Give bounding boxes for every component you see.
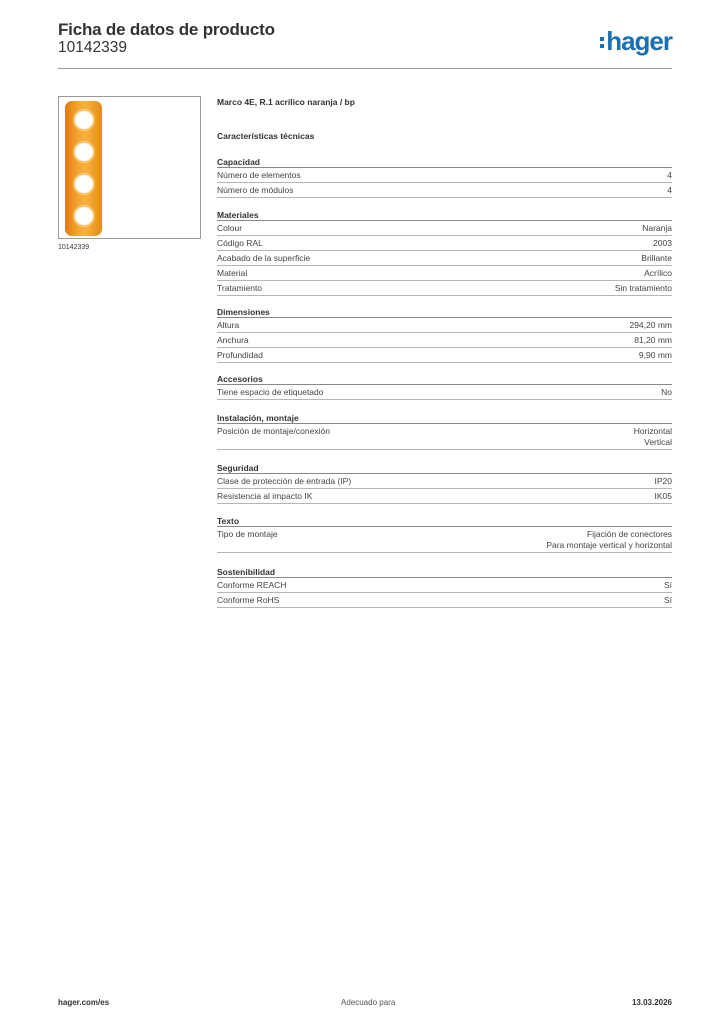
- table-row: [217, 527, 672, 553]
- table-row: [217, 183, 672, 198]
- section-title: Instalación, montaje: [217, 412, 672, 424]
- page-title: Ficha de datos de producto: [58, 20, 275, 39]
- table-row: [217, 578, 672, 593]
- product-name: Marco 4E, R.1 acrílico naranja / bp: [217, 97, 355, 107]
- table-row: [217, 251, 672, 266]
- table-row: [217, 168, 672, 183]
- row-value: Horizontal Vertical: [633, 426, 672, 447]
- row-value: Sin tratamiento: [614, 283, 672, 293]
- row-label: Número de elementos: [217, 170, 301, 180]
- section-title: Accesorios: [217, 373, 672, 385]
- product-code: 10142339: [58, 39, 127, 56]
- table-row: [217, 266, 672, 281]
- row-value: Brillante: [641, 253, 672, 263]
- row-value: 4: [667, 170, 672, 180]
- section-capacidad: [217, 156, 672, 198]
- frame-opening: [73, 173, 95, 195]
- row-value: Sí: [663, 580, 672, 590]
- frame-opening: [73, 109, 95, 131]
- footer-note: Adecuado para: [341, 998, 396, 1007]
- section-title: Materiales: [217, 209, 672, 221]
- section-title: Capacidad: [217, 156, 672, 168]
- section-title: Seguridad: [217, 462, 672, 474]
- table-row: [217, 593, 672, 608]
- orange-frame-icon: [65, 101, 102, 236]
- table-row: [217, 385, 672, 400]
- row-value: 9,90 mm: [638, 350, 672, 360]
- row-label: Anchura: [217, 335, 249, 345]
- row-label: Acabado de la superficie: [217, 253, 311, 263]
- row-label: Código RAL: [217, 238, 263, 248]
- section-seguridad: [217, 462, 672, 504]
- row-value: No: [661, 387, 672, 397]
- row-label: Tratamiento: [217, 283, 263, 293]
- row-label: Número de módulos: [217, 185, 294, 195]
- table-row: [217, 318, 672, 333]
- row-label: Conforme RoHS: [217, 595, 280, 605]
- section-instalacion: [217, 412, 672, 450]
- hager-logo[interactable]: [600, 26, 672, 56]
- frame-opening: [73, 141, 95, 163]
- section-materiales: [217, 209, 672, 296]
- row-value: Fijación de conectores Para montaje vertical y horizontal: [546, 529, 672, 550]
- section-accesorios: [217, 373, 672, 400]
- row-label: Resistencia al impacto IK: [217, 491, 313, 501]
- row-value: IK05: [654, 491, 672, 501]
- row-label: Material: [217, 268, 248, 278]
- header-divider: [58, 68, 672, 69]
- section-dimensiones: [217, 306, 672, 363]
- product-image: [58, 96, 201, 239]
- section-sostenibilidad: [217, 566, 672, 608]
- section-title: Sostenibilidad: [217, 566, 672, 578]
- row-label: Altura: [217, 320, 240, 330]
- row-label: Conforme REACH: [217, 580, 287, 590]
- row-label: Clase de protección de entrada (IP): [217, 476, 352, 486]
- row-value: IP20: [654, 476, 672, 486]
- row-label: Colour: [217, 223, 243, 233]
- logo-dots-icon: [600, 37, 604, 48]
- section-title: Texto: [217, 515, 672, 527]
- tech-heading: Características técnicas: [217, 131, 315, 141]
- row-label: Tiene espacio de etiquetado: [217, 387, 324, 397]
- table-row: [217, 281, 672, 296]
- row-value: Sí: [663, 595, 672, 605]
- row-value: 294,20 mm: [629, 320, 672, 330]
- table-row: [217, 333, 672, 348]
- table-row: [217, 474, 672, 489]
- table-row: [217, 221, 672, 236]
- row-label: Tipo de montaje: [217, 529, 278, 539]
- section-title: Dimensiones: [217, 306, 672, 318]
- image-caption: 10142339: [58, 244, 90, 251]
- section-texto: [217, 515, 672, 553]
- row-value: 4: [667, 185, 672, 195]
- footer-website-link[interactable]: hager.com/es: [58, 998, 110, 1007]
- table-row: [217, 489, 672, 504]
- footer-date: 13.03.2026: [631, 998, 672, 1007]
- row-value: 81,20 mm: [634, 335, 672, 345]
- table-row: [217, 236, 672, 251]
- table-row: [217, 348, 672, 363]
- frame-opening: [73, 205, 95, 227]
- table-row: [217, 424, 672, 450]
- row-label: Profundidad: [217, 350, 263, 360]
- row-value: Acrílico: [644, 268, 672, 278]
- logo-text: hager: [606, 26, 672, 56]
- row-label: Posición de montaje/conexión: [217, 426, 330, 436]
- row-value: 2003: [653, 238, 672, 248]
- row-value: Naranja: [642, 223, 672, 233]
